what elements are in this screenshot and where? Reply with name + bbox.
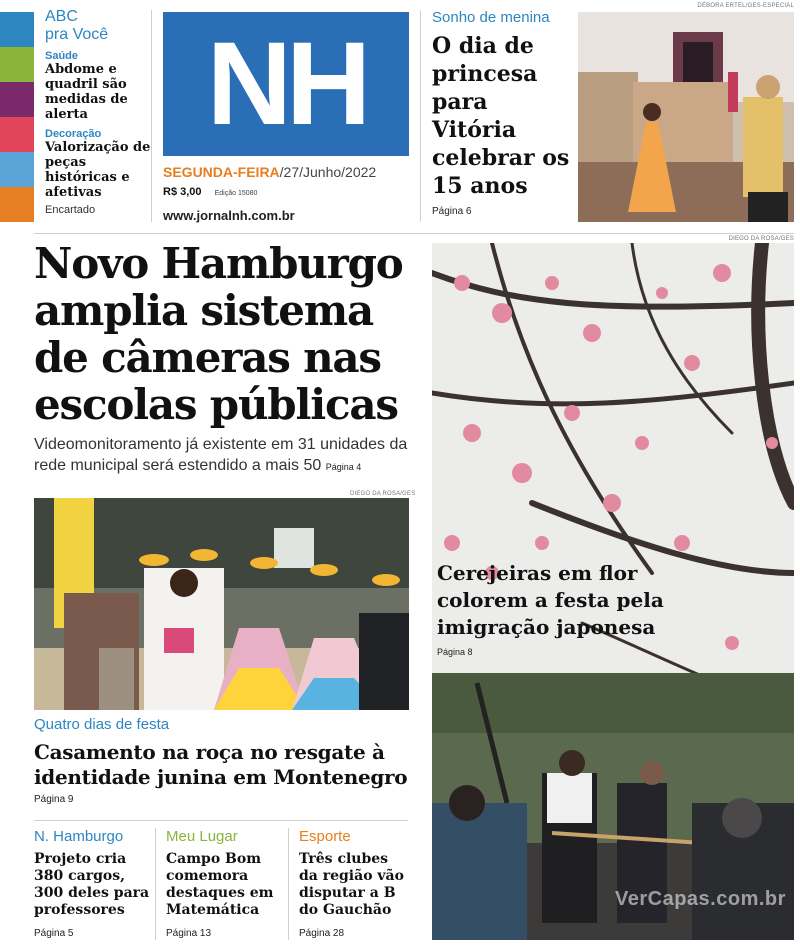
decor-kicker: Decoração <box>45 128 102 140</box>
weekday: SEGUNDA-FEIRA <box>163 164 280 180</box>
princess-headline: O dia de princesa para Vitória celebrar os 15 anos <box>432 33 570 199</box>
price-line <box>163 186 257 198</box>
princess-photo <box>578 12 794 222</box>
bottom-column-3[interactable] <box>299 828 411 939</box>
main-deck <box>34 434 419 478</box>
bottom-1-page: Página 5 <box>34 928 74 939</box>
bottom-3-page: Página 28 <box>299 928 345 939</box>
festa-story[interactable] <box>34 716 414 805</box>
princess-kicker: Sonho de menina <box>432 9 550 26</box>
festa-kicker: Quatro dias de festa <box>34 716 170 733</box>
festa-photo <box>34 498 409 710</box>
bottom-2-headline: Campo Bom comemora destaques em Matemática <box>166 851 274 918</box>
health-kicker: Saúde <box>45 50 79 62</box>
main-story[interactable] <box>34 240 419 478</box>
festa-headline: Casamento na roça no resgate à identidade junina em Montenegro <box>34 740 408 789</box>
princess-story[interactable] <box>432 9 572 217</box>
cherry-headline: Cerejeiras em flor colorem a festa pela imigração japonesa <box>437 561 664 639</box>
watermark: VerCapas.com.br <box>615 888 786 910</box>
bottom-1-kicker: N. Hamburgo <box>34 828 124 845</box>
bottom-column-2[interactable] <box>166 828 284 939</box>
main-headline: Novo Hamburgo amplia sistema de câmeras nas escolas públicas <box>34 239 403 429</box>
photo-credit: DÉBORA ERTEL/GES-ESPECIAL <box>697 3 794 9</box>
main-deck-text: Videomonitoramento já existente em 31 unidades da rede municipal será estendido a mais 50 <box>34 436 408 474</box>
bottom-3-headline: Três clubes da região vão disputar a B do Gauchão <box>299 851 404 918</box>
decor-headline: Valorização de peças históricas e afetivas <box>45 140 151 200</box>
price: R$ 3,00 <box>163 186 202 198</box>
date: /27/Junho/2022 <box>279 164 377 180</box>
princess-page: Página 6 <box>432 206 472 217</box>
cherry-page: Página 8 <box>437 647 473 657</box>
section-subtitle: pra Você <box>45 26 109 43</box>
insert-note: Encartado <box>45 204 96 216</box>
photo-credit: DIEGO DA ROSA/GES <box>728 236 794 242</box>
main-page: Página 4 <box>325 462 362 472</box>
bottom-column-1[interactable] <box>34 828 152 939</box>
edition: Edição 15080 <box>214 190 258 197</box>
bottom-1-headline: Projeto cria 380 cargos, 300 deles para professores <box>34 851 150 918</box>
section-color-strip <box>0 12 34 222</box>
bottom-3-kicker: Esporte <box>299 828 351 845</box>
festa-page: Página 9 <box>34 794 74 805</box>
date-line <box>163 164 409 180</box>
logo-text: NH <box>206 18 366 150</box>
bottom-2-kicker: Meu Lugar <box>166 828 238 845</box>
newspaper-logo[interactable] <box>163 12 409 156</box>
cherry-story[interactable] <box>437 560 687 657</box>
section-title: ABC <box>45 8 78 25</box>
health-headline: Abdome e quadril são medidas de alerta <box>45 62 128 122</box>
abc-section-teaser[interactable] <box>45 8 155 216</box>
photo-credit: DIEGO DA ROSA/GES <box>350 491 416 497</box>
bottom-2-page: Página 13 <box>166 928 212 939</box>
website-link[interactable]: www.jornalnh.com.br <box>163 208 295 223</box>
